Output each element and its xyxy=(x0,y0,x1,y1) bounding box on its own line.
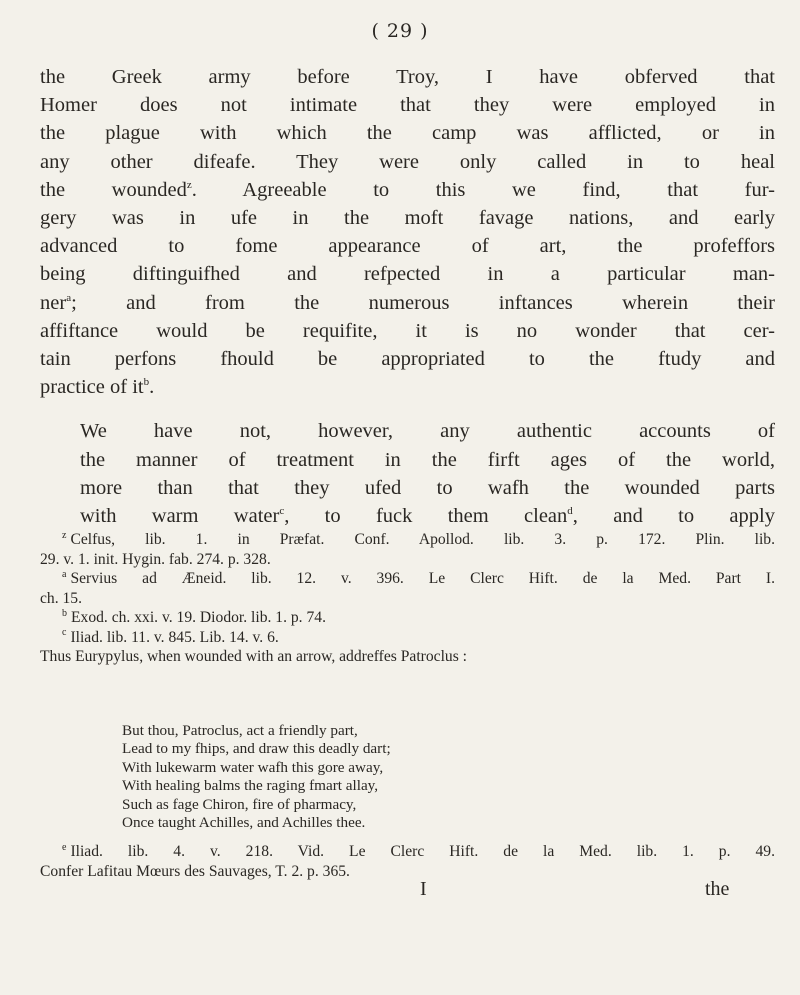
footnote-z-cont: 29. v. 1. init. Hygin. fab. 274. p. 328. xyxy=(40,550,271,568)
footnote-ref-c[interactable]: c xyxy=(279,505,285,518)
text-line: being diftinguifhed and refpected in a particular man- xyxy=(40,263,775,286)
catchword: the xyxy=(705,878,730,900)
text-line: the plague with which the camp was afflicted, or in xyxy=(40,122,775,145)
footnote-a: $^a$ Servius ad Æneid. lib. 12. v. 396. Le Clerc Hift. de la Med. Part I. xyxy=(62,568,775,587)
paragraph-2 xyxy=(40,417,775,530)
footnote-mark: a xyxy=(62,568,67,580)
text-line: practice of $it^b$. xyxy=(40,376,155,399)
text-line: with warm water$^c$, to fuck them clean$^d$, and to apply xyxy=(80,505,775,528)
verse-line: With healing balms the raging fmart allay, xyxy=(122,777,379,795)
footnote-ref-z[interactable]: z xyxy=(186,178,192,191)
footnote-mark: z xyxy=(62,529,67,541)
footnote-mark: e xyxy=(62,841,67,853)
text-line: the Greek army before Troy, I have obferved that xyxy=(40,66,775,88)
page-number: ( 29 ) xyxy=(371,20,429,42)
verse-line: Such as fage Chiron, fire of pharmacy, xyxy=(122,795,357,813)
footnote-e: $^e$ Iliad. lib. 4. v. 218. Vid. Le Clerc Hift. de la Med. lib. 1. p. 49. xyxy=(62,841,775,860)
footnote-ref-d[interactable]: d xyxy=(567,505,573,518)
footnote-c-cont: Thus Eurypylus, when wounded with an arrow, addreffes Patroclus : xyxy=(40,648,468,665)
text-line: We have not, however, any authentic accounts of xyxy=(80,420,775,443)
footnote-a-cont: ch. 15. xyxy=(40,589,83,607)
text-line: the wounded$^z$. Agreeable to this we find, that fur- xyxy=(40,178,775,201)
text-line: the manner of treatment in the firft ages of the world, xyxy=(80,448,775,471)
text-line: affiftance would be requifite, it is no wonder that cer- xyxy=(40,319,775,342)
main-text xyxy=(40,63,775,530)
text-line: any other difeafe. They were only called in to heal xyxy=(40,150,775,173)
verse-quotation xyxy=(122,722,642,832)
footnote-b: $^b$ Exod. ch. xxi. v. 19. Diodor. lib. 1. p. 74. xyxy=(62,607,326,626)
text-line: tain perfons fhould be appropriated to the ftudy and xyxy=(40,348,775,371)
footnote-mark: c xyxy=(62,627,67,639)
text-line: more than that they ufed to wafh the wounded parts xyxy=(80,476,775,499)
footnote-e-cont: Confer Lafitau Mœurs des Sauvages, T. 2. p. 365. xyxy=(40,862,350,880)
verse-line: Once taught Achilles, and Achilles thee. xyxy=(122,814,366,832)
footnote-c: $^c$ Iliad. lib. 11. v. 845. Lib. 14. v. 6. xyxy=(62,627,279,646)
signature-mark: I xyxy=(420,878,427,900)
text-line: ner$^a$; and from the numerous inftances wherein their xyxy=(40,291,775,314)
footnote-e-block xyxy=(40,842,775,881)
footnote-ref-a[interactable]: a xyxy=(66,291,72,304)
footnote-ref-b[interactable]: b xyxy=(143,376,150,389)
verse-line: But thou, Patroclus, act a friendly part, xyxy=(122,722,358,739)
verse-line: Lead to my fhips, and draw this deadly dart; xyxy=(122,740,391,758)
footnote-z: $^z$ Celfus, lib. 1. in Præfat. Conf. Apollod. lib. 3. p. 172. Plin. lib. xyxy=(62,529,775,548)
footnotes xyxy=(40,530,775,667)
text-line: Homer does not intimate that they were employed in xyxy=(40,94,775,117)
paragraph-1 xyxy=(40,63,775,401)
text-line: advanced to fome appearance of art, the profeffors xyxy=(40,235,775,258)
footnote-mark: b xyxy=(62,607,67,619)
verse-line: With lukewarm water wafh this gore away, xyxy=(122,758,384,776)
text-line: gery was in ufe in the moft favage nations, and early xyxy=(40,207,775,230)
